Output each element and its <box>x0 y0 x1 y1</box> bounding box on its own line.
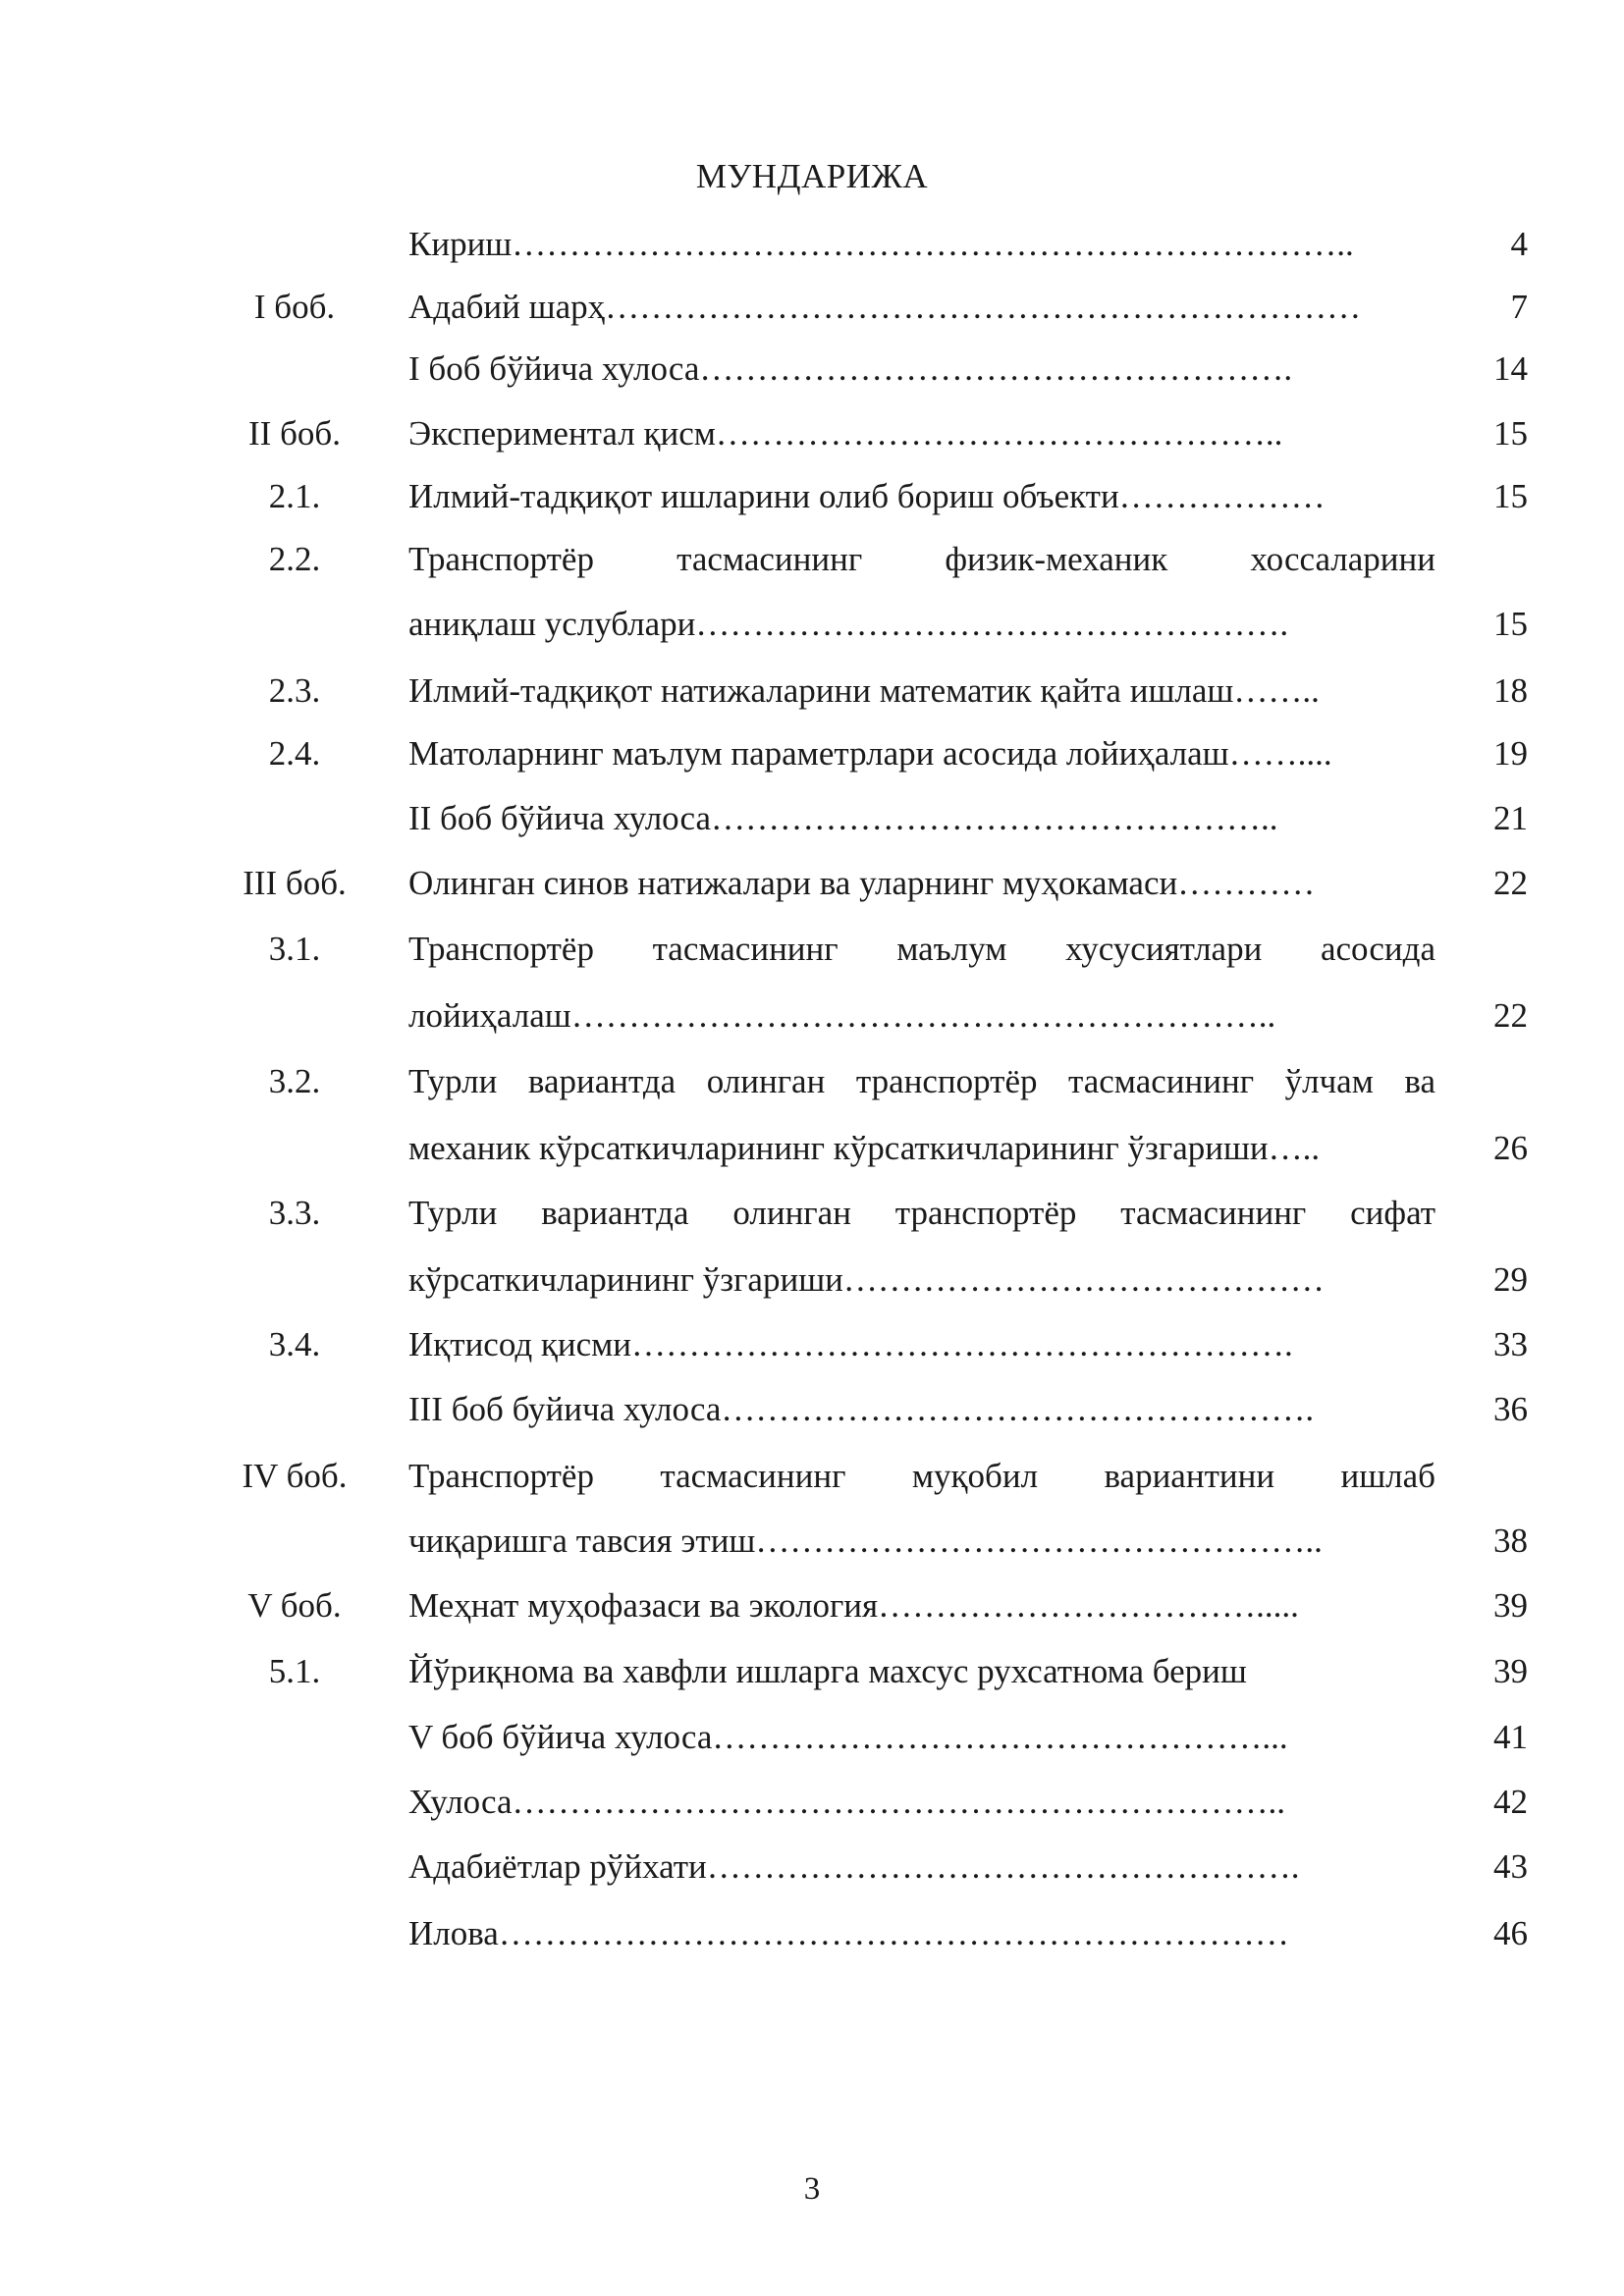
toc-entry-title: Транспортёр тасмасининг маълум хусусиятлари асосида <box>408 930 1435 968</box>
toc-entry-page: 15 <box>1493 414 1528 453</box>
toc-entry-number: 3.2. <box>268 1062 321 1100</box>
toc-entry-number: 5.1. <box>268 1652 321 1690</box>
toc-entry-number: 2.4. <box>268 734 321 773</box>
toc-entry <box>0 1190 1624 1237</box>
toc-entry-page: 36 <box>1493 1390 1528 1428</box>
toc-entry-title: Транспортёр тасмасининг физик-механик хоссаларини <box>408 540 1435 578</box>
toc-entry-title: Йўриқнома ва хавфли ишларга махсус рухсатнома бериш <box>408 1652 1247 1690</box>
toc-entry-page: 15 <box>1493 477 1528 515</box>
toc-entry-title: Иқтисод қисми…………………………………………………. <box>408 1325 1293 1363</box>
toc-entry-page: 33 <box>1493 1325 1528 1363</box>
toc-entry <box>0 1125 1624 1172</box>
toc-entry <box>0 926 1624 973</box>
toc-entry-page: 22 <box>1493 996 1528 1035</box>
toc-entry-title: Адабий шарҳ………………………………………………………… <box>408 288 1362 326</box>
toc-entry <box>0 992 1624 1040</box>
toc-entry-title: Турли вариантда олинган транспортёр тасмасининг ўлчам ва <box>408 1062 1435 1100</box>
toc-entry <box>0 1843 1624 1891</box>
toc-entry <box>0 1256 1624 1304</box>
toc-entry <box>0 1518 1624 1565</box>
toc-entry-page: 41 <box>1493 1718 1528 1756</box>
toc-entry-page: 39 <box>1493 1652 1528 1690</box>
toc-entry <box>0 667 1624 715</box>
toc-entry <box>0 284 1624 331</box>
toc-entry-title: Илмий-тадқиқот натижаларини математик қайта ишлаш…….. <box>408 671 1320 710</box>
toc-entry-title: Меҳнат муҳофазаси ва экология……………………………..... <box>408 1586 1299 1625</box>
toc-entry <box>0 1910 1624 1957</box>
toc-entry-page: 14 <box>1493 349 1528 388</box>
toc-entry-number: 3.1. <box>268 930 321 968</box>
toc-entry-page: 19 <box>1493 734 1528 773</box>
toc-entry-number: 2.3. <box>268 671 321 710</box>
toc-entry-title: Транспортёр тасмасининг муқобил вариантини ишлаб <box>408 1457 1435 1495</box>
toc-entry-number: 2.2. <box>268 540 321 578</box>
toc-entry-page: 46 <box>1493 1914 1528 1952</box>
toc-entry-title: Матоларнинг маълум параметрлари асосида лойиҳалаш…….... <box>408 734 1332 773</box>
toc-entry-number: 3.4. <box>268 1325 321 1363</box>
toc-entry-title: Илова…………………………………………………………… <box>408 1914 1289 1952</box>
toc-entry <box>0 860 1624 907</box>
toc-entry <box>0 346 1624 393</box>
toc-entry-title: Хулоса………………………………………………………….. <box>408 1783 1285 1821</box>
toc-entry-title: Илмий-тадқиқот ишларини олиб бориш объекти……………… <box>408 477 1326 515</box>
toc-entry <box>0 730 1624 777</box>
toc-entry-title: аниқлаш услублари……………………………………………. <box>408 605 1289 643</box>
toc-entry <box>0 1648 1624 1695</box>
toc-entry-page: 18 <box>1493 671 1528 710</box>
toc-entry-page: 26 <box>1493 1129 1528 1167</box>
toc-entry-page: 21 <box>1493 799 1528 837</box>
toc-entry-number: 2.1. <box>268 477 321 515</box>
toc-entry-title: Турли вариантда олинган транспортёр тасмасининг сифат <box>408 1194 1435 1232</box>
toc-entry-number: IV боб. <box>242 1457 348 1495</box>
toc-entry-page: 15 <box>1493 605 1528 643</box>
toc-entry <box>0 1321 1624 1368</box>
toc-entry-title: чиқаришга тавсия этиш………………………………………….. <box>408 1522 1323 1560</box>
toc-entry <box>0 1714 1624 1761</box>
toc-entry-title: III боб буйича хулоса……………………………………………. <box>408 1390 1315 1428</box>
toc-entry <box>0 1058 1624 1105</box>
toc-entry <box>0 1453 1624 1500</box>
page-title: МУНДАРИЖА <box>695 157 929 195</box>
toc-entry-page: 43 <box>1493 1847 1528 1886</box>
toc-entry <box>0 536 1624 583</box>
toc-entry <box>0 410 1624 457</box>
toc-entry-number: III боб. <box>243 864 347 902</box>
toc-entry-page: 7 <box>1510 288 1528 326</box>
toc-entry-page: 42 <box>1493 1783 1528 1821</box>
toc-entry-title: механик кўрсаткичларининг кўрсаткичларининг ўзгариши….. <box>408 1129 1321 1167</box>
toc-entry <box>0 1779 1624 1826</box>
toc-entry-number: I боб. <box>253 288 336 326</box>
toc-entry-page: 22 <box>1493 864 1528 902</box>
toc-entry-page: 39 <box>1493 1586 1528 1625</box>
toc-entry-title: Олинган синов натижалари ва уларнинг муҳокамаси………… <box>408 864 1316 902</box>
toc-entry <box>0 473 1624 520</box>
toc-entry <box>0 601 1624 648</box>
toc-entry-number: 3.3. <box>268 1194 321 1232</box>
toc-entry-number: V боб. <box>247 1586 342 1625</box>
toc-entry <box>0 1386 1624 1433</box>
toc-entry-page: 4 <box>1510 225 1528 263</box>
page-number: 3 <box>803 2171 821 2207</box>
toc-entry-title: II боб бўйича хулоса………………………………………….. <box>408 799 1278 837</box>
toc-entry-page: 38 <box>1493 1522 1528 1560</box>
toc-entry-title: Кириш……………………………………………………………….. <box>408 225 1354 263</box>
toc-entry-number: II боб. <box>248 414 341 453</box>
toc-entry <box>0 221 1624 268</box>
toc-entry <box>0 1582 1624 1629</box>
toc-entry-title: лойиҳалаш…………………………………………………….. <box>408 996 1276 1035</box>
toc-entry-title: I боб бўйича хулоса……………………………………………. <box>408 349 1293 388</box>
toc-entry-title: Адабиётлар рўйхати……………………………………………. <box>408 1847 1300 1886</box>
toc-entry-title: V боб бўйича хулоса…………………………………………... <box>408 1718 1288 1756</box>
toc-entry-title: Экспериментал қисм………………………………………….. <box>408 414 1283 453</box>
toc-entry-page: 29 <box>1493 1260 1528 1299</box>
toc-entry <box>0 795 1624 842</box>
toc-entry-title: кўрсаткичларининг ўзгариши…………………………………… <box>408 1260 1325 1299</box>
